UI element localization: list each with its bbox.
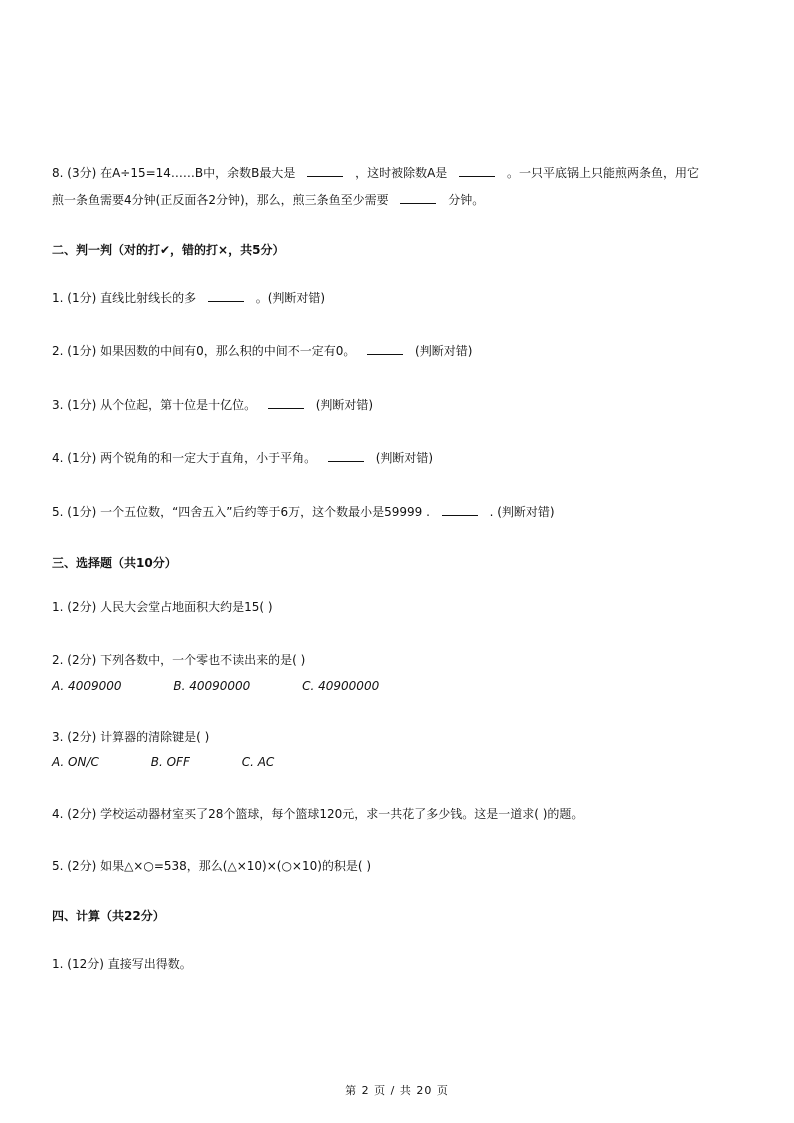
q8-text-b: ，这时被除数A是 [355, 166, 448, 180]
option-a[interactable]: A. ON/C [52, 755, 99, 769]
option-c[interactable]: C. AC [241, 755, 275, 769]
answer-blank[interactable] [442, 503, 478, 516]
question-suffix: (判断对错) [375, 451, 434, 465]
question-text: 1. (1分) 直线比射线长的多 [52, 291, 197, 305]
question-suffix: 。(判断对错) [255, 291, 326, 305]
judge-question-1 [52, 289, 742, 307]
q8-text-d: 煎一条鱼需要4分钟(正反面各2分钟)，那么，煎三条鱼至少需要 [52, 193, 389, 207]
choice-question-2: 2. (2分) 下列各数中，一个零也不读出来的是( ) [52, 653, 306, 667]
choice-question-5: 5. (2分) 如果△×○=538，那么(△×10)×(○×10)的积是( ) [52, 859, 372, 873]
page-footer: 第 2 页 / 共 20 页 [345, 1084, 449, 1097]
judge-question-2 [52, 342, 742, 360]
answer-blank[interactable] [208, 289, 244, 302]
answer-blank[interactable] [367, 342, 403, 355]
answer-blank[interactable] [400, 191, 436, 204]
judge-question-5 [52, 503, 742, 521]
judge-question-4 [52, 449, 742, 467]
question-text: 4. (1分) 两个锐角的和一定大于直角，小于平角。 [52, 451, 317, 465]
choice-question-3-options [52, 753, 742, 771]
choice-question-2-options [52, 677, 742, 695]
choice-question-1: 1. (2分) 人民大会堂占地面积大约是15( ) [52, 600, 273, 614]
answer-blank[interactable] [307, 164, 343, 177]
choice-question-4: 4. (2分) 学校运动器材室买了28个篮球，每个篮球120元，求一共花了多少钱。这是一道求( )的题。 [52, 807, 584, 821]
question-suffix: . (判断对错) [489, 505, 555, 519]
answer-blank[interactable] [459, 164, 495, 177]
q8-text-e: 分钟。 [448, 193, 485, 207]
question-suffix: (判断对错) [415, 344, 473, 358]
q8-text-c: 。一只平底锅上只能煎两条鱼，用它 [506, 166, 699, 180]
question-text: 5. (1分) 一个五位数，“四舍五入”后约等于6万，这个数最小是59999 . [52, 505, 430, 519]
option-a[interactable]: A. 4009000 [52, 679, 122, 693]
q8-text-a: 8. (3分) 在A÷15=14……B中，余数B最大是 [52, 166, 296, 180]
judge-question-3 [52, 396, 742, 414]
question-8-line-1 [52, 164, 742, 182]
section-4-heading: 四、计算（共22分） [52, 909, 165, 923]
option-b[interactable]: B. 40090000 [173, 679, 251, 693]
calc-question-1: 1. (12分) 直接写出得数。 [52, 957, 192, 971]
question-suffix: (判断对错) [315, 398, 374, 412]
section-3-heading: 三、选择题（共10分） [52, 556, 177, 570]
section-2-heading: 二、判一判（对的打✔，错的打×，共5分） [52, 243, 285, 257]
answer-blank[interactable] [268, 396, 304, 409]
question-text: 3. (1分) 从个位起，第十位是十亿位。 [52, 398, 257, 412]
answer-blank[interactable] [328, 449, 364, 462]
choice-question-3: 3. (2分) 计算器的清除键是( ) [52, 730, 210, 744]
option-c[interactable]: C. 40900000 [302, 679, 380, 693]
option-b[interactable]: B. OFF [150, 755, 190, 769]
question-8-line-2 [52, 191, 742, 209]
question-text: 2. (1分) 如果因数的中间有0，那么积的中间不一定有0。 [52, 344, 356, 358]
